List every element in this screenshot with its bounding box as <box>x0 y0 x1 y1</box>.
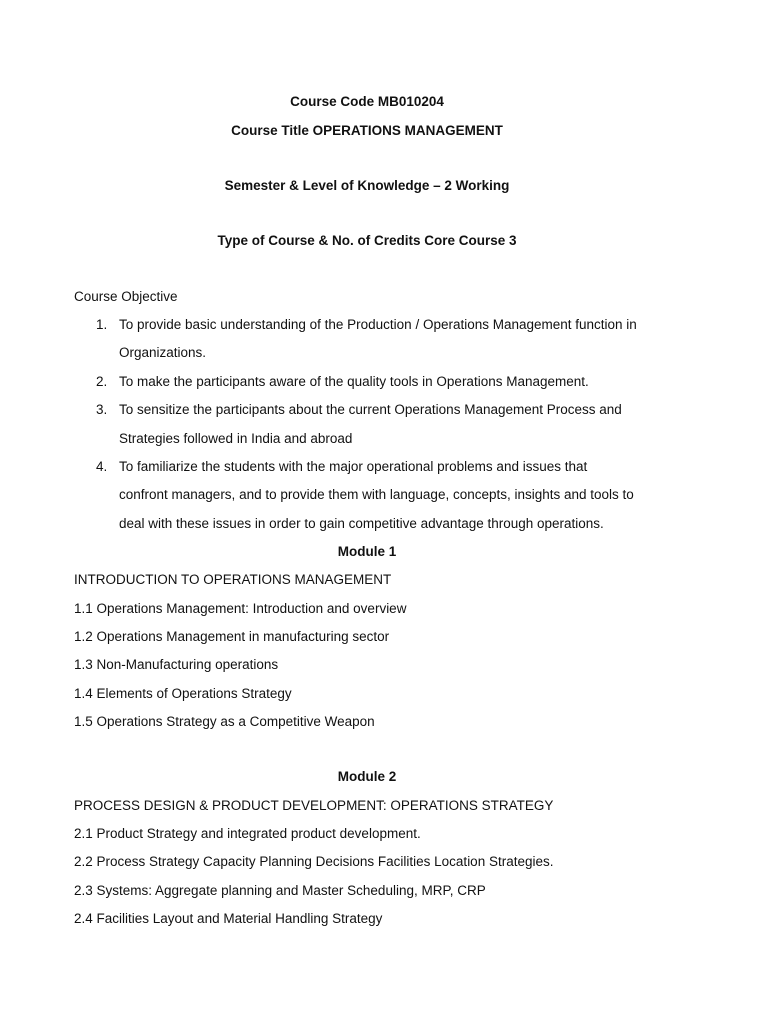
objective-number: 1. <box>96 317 108 332</box>
objective-heading: Course Objective <box>74 289 178 304</box>
objective-number: 4. <box>96 459 108 474</box>
module-1-heading: INTRODUCTION TO OPERATIONS MANAGEMENT <box>74 572 392 587</box>
objective-line: Organizations. <box>119 345 207 360</box>
course-type-credits: Type of Course & No. of Credits Core Course 3 <box>217 233 517 248</box>
module-2-item: 2.3 Systems: Aggregate planning and Master Scheduling, MRP, CRP <box>74 883 486 898</box>
module-2-item: 2.4 Facilities Layout and Material Handling Strategy <box>74 911 383 926</box>
objective-line: confront managers, and to provide them with language, concepts, insights and tools to <box>119 487 634 502</box>
course-title: Course Title OPERATIONS MANAGEMENT <box>231 123 503 138</box>
module-2-item: 2.2 Process Strategy Capacity Planning Decisions Facilities Location Strategies. <box>74 854 554 869</box>
objective-number: 2. <box>96 374 108 389</box>
objective-line: To provide basic understanding of the Production / Operations Management function in <box>119 317 637 332</box>
objective-number: 3. <box>96 402 108 417</box>
objective-line: To familiarize the students with the major operational problems and issues that <box>119 459 588 474</box>
objective-line: Strategies followed in India and abroad <box>119 431 353 446</box>
module-1-item: 1.3 Non-Manufacturing operations <box>74 657 279 672</box>
module-2-title: Module 2 <box>337 769 397 784</box>
module-1-item: 1.4 Elements of Operations Strategy <box>74 686 292 701</box>
objective-line: To make the participants aware of the quality tools in Operations Management. <box>119 374 589 389</box>
objective-line: deal with these issues in order to gain competitive advantage through operations. <box>119 516 604 531</box>
semester-level: Semester & Level of Knowledge – 2 Working <box>224 178 510 193</box>
module-1-item: 1.1 Operations Management: Introduction and overview <box>74 601 407 616</box>
module-2-item: 2.1 Product Strategy and integrated product development. <box>74 826 421 841</box>
module-1-item: 1.5 Operations Strategy as a Competitive Weapon <box>74 714 375 729</box>
module-1-item: 1.2 Operations Management in manufacturing sector <box>74 629 390 644</box>
module-1-title: Module 1 <box>337 544 397 559</box>
course-code: Course Code MB010204 <box>290 94 444 109</box>
module-2-heading: PROCESS DESIGN & PRODUCT DEVELOPMENT: OPERATIONS STRATEGY <box>74 798 554 813</box>
objective-line: To sensitize the participants about the current Operations Management Process and <box>119 402 622 417</box>
